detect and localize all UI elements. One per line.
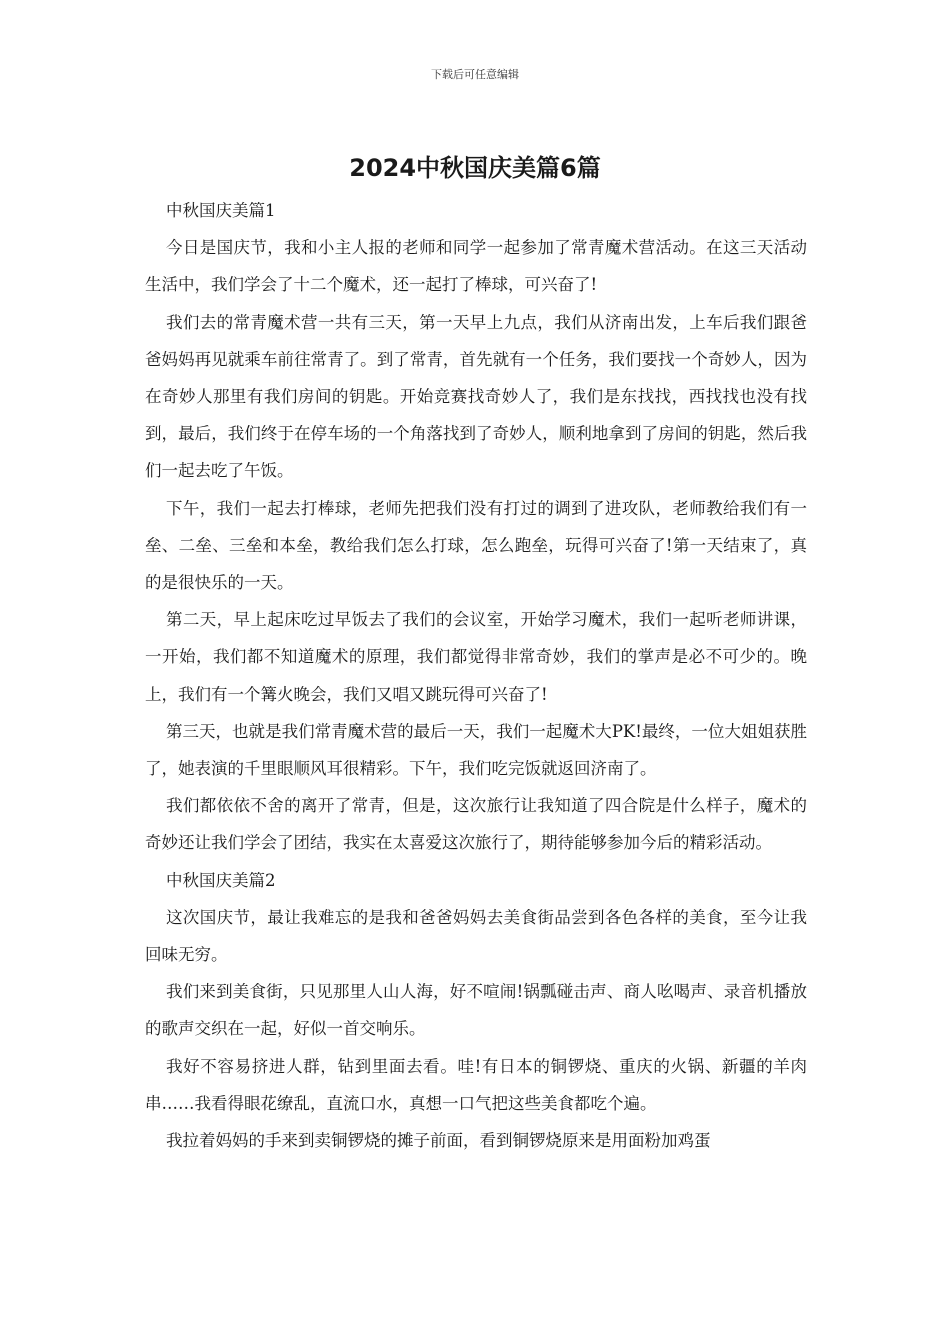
section-heading-1: 中秋国庆美篇1: [166, 201, 276, 220]
paragraph: 第二天，早上起床吃过早饭去了我们的会议室，开始学习魔术，我们一起听老师讲课，一开始，我们都不知道魔术的原理，我们都觉得非常奇妙，我们的掌声是必不可少的。晚上，我们有一个篝火晚会，我们又唱又跳玩得可兴奋了!: [145, 610, 807, 704]
paragraph: 我拉着妈妈的手来到卖铜锣烧的摊子前面，看到铜锣烧原来是用面粉加鸡蛋: [166, 1131, 711, 1151]
section-heading-2: 中秋国庆美篇2: [166, 870, 276, 890]
document-body: [145, 192, 807, 1159]
page-header: 下载后可任意编辑: [431, 68, 519, 81]
document-title: 2024中秋国庆美篇6篇: [349, 154, 601, 182]
paragraph: 这次国庆节，最让我难忘的是我和爸爸妈妈去美食街品尝到各色各样的美食，至今让我回味无穷。: [145, 907, 807, 965]
paragraph: 下午，我们一起去打棒球，老师先把我们没有打过的调到了进攻队，老师教给我们有一垒、二垒、三垒和本垒，教给我们怎么打球，怎么跑垒，玩得可兴奋了!第一天结束了，真的是很快乐的一天。: [145, 498, 807, 593]
paragraph: 我好不容易挤进人群，钻到里面去看。哇!有日本的铜锣烧、重庆的火锅、新疆的羊肉串……我看得眼花缭乱，直流口水，真想一口气把这些美食都吃个遍。: [145, 1056, 807, 1113]
paragraph: 第三天，也就是我们常青魔术营的最后一天，我们一起魔术大PK!最终，一位大姐姐获胜了，她表演的千里眼顺风耳很精彩。下午，我们吃完饭就返回济南了。: [145, 721, 807, 779]
paragraph: 今日是国庆节，我和小主人报的老师和同学一起参加了常青魔术营活动。在这三天活动生活中，我们学会了十二个魔术，还一起打了棒球，可兴奋了!: [145, 238, 807, 295]
paragraph: 我们去的常青魔术营一共有三天，第一天早上九点，我们从济南出发，上车后我们跟爸爸妈妈再见就乘车前往常青了。到了常青，首先就有一个任务，我们要找一个奇妙人，因为在奇妙人那里有我们房间的钥匙。开始竞赛找奇妙人了，我们是东找找，西找找也没有找到，最后，我们终于在停车场的一个角落找到了奇妙人，顺利地拿到了房间的钥匙，然后我们一起去吃了午饭。: [145, 312, 807, 481]
paragraph: 我们来到美食街，只见那里人山人海，好不喧闹!锅瓢碰击声、商人吆喝声、录音机播放的歌声交织在一起，好似一首交响乐。: [145, 982, 807, 1039]
paragraph: 我们都依依不舍的离开了常青，但是，这次旅行让我知道了四合院是什么样子，魔术的奇妙还让我们学会了团结，我实在太喜爱这次旅行了，期待能够参加今后的精彩活动。: [145, 796, 807, 853]
